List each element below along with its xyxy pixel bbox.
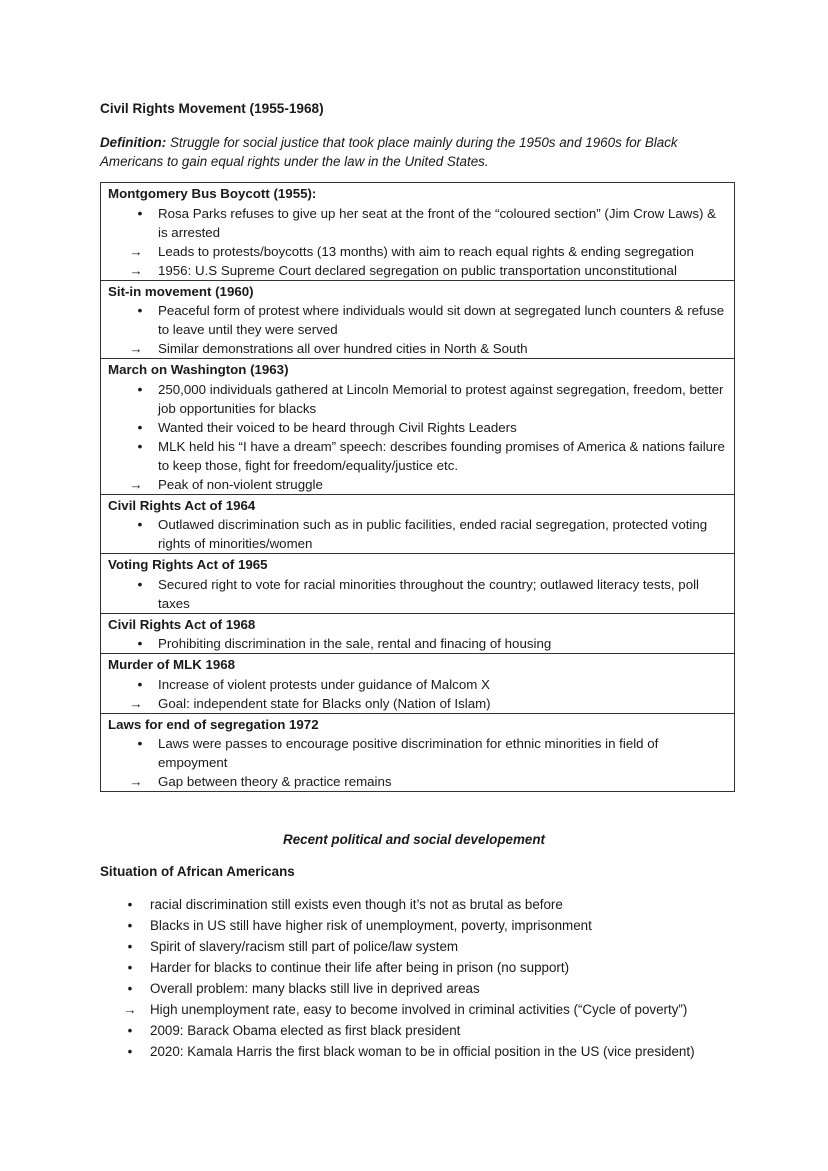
bullet-item — [108, 575, 726, 613]
table-cell — [101, 280, 735, 359]
list-item — [100, 1041, 760, 1062]
bullet-icon: • — [127, 981, 133, 996]
bullet-icon: • — [137, 675, 143, 692]
table-cell — [101, 613, 735, 654]
section-heading: Montgomery Bus Boycott (1955): — [108, 186, 317, 201]
item-text: Peak of non-violent struggle — [158, 476, 323, 492]
item-text: Similar demonstrations all over hundred cities in North & South — [158, 341, 528, 356]
table-row — [101, 183, 735, 281]
list-item — [100, 999, 760, 1020]
item-text: Gap between theory & practice remains — [158, 774, 392, 789]
bullet-item — [108, 634, 726, 653]
section-heading: Civil Rights Act of 1964 — [108, 497, 256, 513]
bullet-icon: • — [127, 939, 133, 954]
item-text: High unemployment rate, easy to become involved in criminal activities (“Cycle of poverty”) — [150, 1002, 688, 1017]
table-cell — [101, 359, 735, 495]
table-row — [101, 654, 735, 714]
bullet-item — [108, 515, 726, 553]
item-text: Blacks in US still have higher risk of unemployment, poverty, imprisonment — [150, 918, 592, 933]
item-text: Laws were passes to encourage positive discrimination for ethnic minorities in field of empoyment — [158, 736, 659, 770]
definition — [100, 133, 740, 171]
table-cell — [101, 183, 735, 281]
arrow-icon: → — [129, 695, 143, 711]
definition-label: Definition: — [100, 135, 167, 150]
item-text: 1956: U.S Supreme Court declared segregation on public transportation unconstitutional — [158, 262, 677, 278]
events-table — [100, 182, 735, 792]
item-text: Spirit of slavery/racism still part of police/law system — [150, 939, 459, 954]
bullet-icon: • — [127, 1023, 133, 1038]
arrow-item — [108, 475, 726, 494]
item-text: Goal: independent state for Blacks only (Nation of Islam) — [158, 695, 491, 711]
bullet-item — [108, 437, 726, 475]
bullet-item — [108, 301, 726, 339]
section-heading: Murder of MLK 1968 — [108, 657, 236, 672]
item-text: MLK held his “I have a dream” speech: describes founding promises of America & nations failure to keep those, fight for freedom/equality/justice etc. — [158, 438, 725, 473]
item-text: racial discrimination still exists even though it’s not as brutal as before — [150, 897, 563, 912]
section-heading: Sit-in movement (1960) — [108, 283, 254, 299]
table-row — [101, 359, 735, 495]
bullet-icon: • — [137, 380, 143, 397]
arrow-icon: → — [123, 1002, 137, 1017]
item-text: Prohibiting discrimination in the sale, rental and finacing of housing — [158, 636, 552, 651]
item-text: 2020: Kamala Harris the first black woman to be in official position in the US (vice president) — [150, 1044, 695, 1059]
table-row — [101, 613, 735, 654]
item-text: Peaceful form of protest where individuals would sit down at segregated lunch counters & refuse to leave until they were served — [158, 303, 725, 337]
item-text: Outlawed discrimination such as in public facilities, ended racial segregation, protected voting rights of minorities/women — [158, 517, 708, 551]
arrow-item — [108, 772, 726, 791]
section-heading: March on Washington (1963) — [108, 362, 289, 377]
section-heading: Laws for end of segregation 1972 — [108, 716, 319, 732]
list-item — [100, 915, 760, 936]
table-cell — [101, 554, 735, 614]
bullet-icon: • — [137, 302, 143, 318]
table-row — [101, 713, 735, 792]
arrow-item — [108, 339, 726, 358]
item-text: Leads to protests/boycotts (13 months) with aim to reach equal rights & ending segregation — [158, 243, 694, 259]
bullet-icon: • — [137, 516, 143, 532]
bullet-item — [108, 380, 726, 418]
list-item — [100, 1020, 760, 1041]
item-text: Secured right to vote for racial minorities throughout the country; outlawed literacy tests, poll taxes — [158, 576, 700, 611]
table-cell — [101, 494, 735, 554]
item-text: Increase of violent protests under guidance of Malcom X — [158, 676, 490, 692]
item-text: Wanted their voiced to be heard through Civil Rights Leaders — [158, 419, 517, 435]
table-cell — [101, 713, 735, 792]
bullet-icon: • — [137, 418, 143, 435]
arrow-item — [108, 242, 726, 261]
bullet-icon: • — [127, 960, 133, 975]
arrow-icon: → — [129, 341, 143, 356]
bullet-icon: • — [137, 735, 143, 751]
item-text: 2009: Barack Obama elected as first black president — [150, 1023, 461, 1038]
bullet-item — [108, 734, 726, 772]
arrow-icon: → — [129, 476, 143, 492]
bullet-item — [108, 418, 726, 437]
situation-heading: Situation of African Americans — [100, 864, 295, 879]
item-text: Rosa Parks refuses to give up her seat at the front of the “coloured section” (Jim Crow Laws) & is arrested — [158, 205, 716, 240]
section-heading: Civil Rights Act of 1968 — [108, 616, 256, 632]
bullet-icon: • — [127, 897, 133, 912]
table-row — [101, 280, 735, 359]
bullet-item — [108, 675, 726, 694]
item-text: 250,000 individuals gathered at Lincoln Memorial to protest against segregation, freedom, better job opportunities for blacks — [158, 381, 724, 416]
situation-list — [100, 894, 760, 1062]
table-row — [101, 554, 735, 614]
bullet-icon: • — [137, 635, 143, 651]
table-cell — [101, 654, 735, 714]
bullet-icon: • — [127, 918, 133, 933]
bullet-item — [108, 204, 726, 242]
list-item — [100, 894, 760, 915]
bullet-icon: • — [127, 1044, 133, 1059]
definition-text: Struggle for social justice that took place mainly during the 1950s and 1960s for Black Americans to gain equal rights under the law in the United States. — [100, 135, 678, 169]
bullet-icon: • — [137, 437, 143, 454]
table-row — [101, 494, 735, 554]
item-text: Overall problem: many blacks still live in deprived areas — [150, 981, 480, 996]
bullet-icon: • — [137, 204, 143, 221]
arrow-icon: → — [129, 262, 143, 278]
bullet-icon: • — [137, 575, 143, 592]
list-item — [100, 978, 760, 999]
list-item — [100, 936, 760, 957]
section-subtitle: Recent political and social developement — [283, 832, 545, 847]
arrow-icon: → — [129, 774, 143, 789]
list-item — [100, 957, 760, 978]
arrow-item — [108, 261, 726, 280]
arrow-icon: → — [129, 243, 143, 259]
section-heading: Voting Rights Act of 1965 — [108, 557, 268, 572]
arrow-item — [108, 694, 726, 713]
page-title: Civil Rights Movement (1955-1968) — [100, 101, 324, 116]
item-text: Harder for blacks to continue their life after being in prison (no support) — [150, 960, 570, 975]
